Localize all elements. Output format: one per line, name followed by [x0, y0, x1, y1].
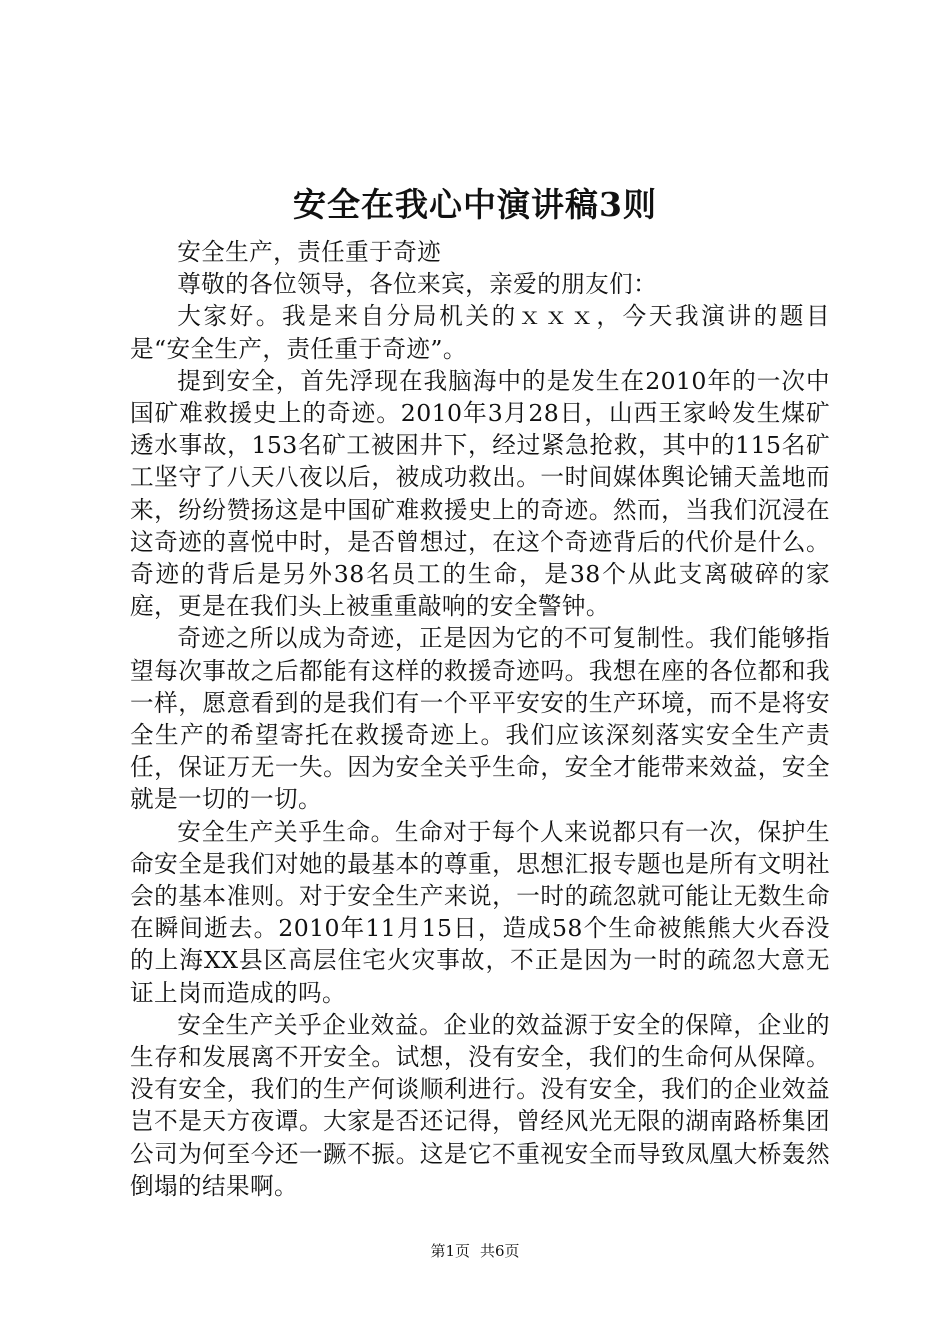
- document-title: 安全在我心中演讲稿3则: [293, 185, 657, 224]
- page-number: 第1页: [430, 1242, 470, 1260]
- paragraph-intro: 大家好。我是来自分局机关的ｘｘｘ，今天我演讲的题目是“安全生产，责任重于奇迹”。: [130, 302, 830, 363]
- page-total: 共6页: [480, 1242, 520, 1260]
- paragraph-mine-rescue: 提到安全，首先浮现在我脑海中的是发生在2010年的一次中国矿难救援史上的奇迹。2010年3月28日，山西王家岭发生煤矿透水事故，153名矿工被困井下，经过紧急抢救，其中的115名矿工坚守了八天八夜以后，被成功救出。一时间媒体舆论铺天盖地而来，纷纷赞扬这是中国矿难救援史上的奇迹。然而，当我们沉浸在这奇迹的喜悦中时，是否曾想过，在这个奇迹背后的代价是什么。奇迹的背后是另外38名员工的生命，是38个从此支离破碎的家庭，更是在我们头上被重重敲响的安全警钟。: [130, 366, 830, 621]
- paragraph-life: 安全生产关乎生命。生命对于每个人来说都只有一次，保护生命安全是我们对她的最基本的尊重，思想汇报专题也是所有文明社会的基本准则。对于安全生产来说，一时的疏忽就可能让无数生命在瞬间逝去。2010年11月15日，造成58个生命被熊熊大火吞没的上海XX县区高层住宅火灾事故，不正是因为一时的疏忽大意无证上岗而造成的吗。: [130, 817, 830, 1007]
- paragraph-benefit: 安全生产关乎企业效益。企业的效益源于安全的保障，企业的生存和发展离不开安全。试想，没有安全，我们的生命何从保障。没有安全，我们的生产何谈顺利进行。没有安全，我们的企业效益岂不是天方夜谭。大家是否还记得，曾经风光无限的湖南路桥集团公司为何至今还一蹶不振。这是它不重视安全而导致凤凰大桥轰然倒塌的结果啊。: [130, 1010, 830, 1200]
- page-footer: [0, 1240, 950, 1262]
- paragraph-miracle: 奇迹之所以成为奇迹，正是因为它的不可复制性。我们能够指望每次事故之后都能有这样的救援奇迹吗。我想在座的各位都和我一样，愿意看到的是我们有一个平平安安的生产环境，而不是将安全生产的希望寄托在救援奇迹上。我们应该深刻落实安全生产责任，保证万无一失。因为安全关乎生命，安全才能带来效益，安全就是一切的一切。: [130, 624, 830, 814]
- paragraph-subtitle: 安全生产，责任重于奇迹: [177, 238, 442, 266]
- document-body: [130, 236, 830, 1202]
- paragraph-greeting: 尊敬的各位领导，各位来宾，亲爱的朋友们：: [177, 270, 658, 299]
